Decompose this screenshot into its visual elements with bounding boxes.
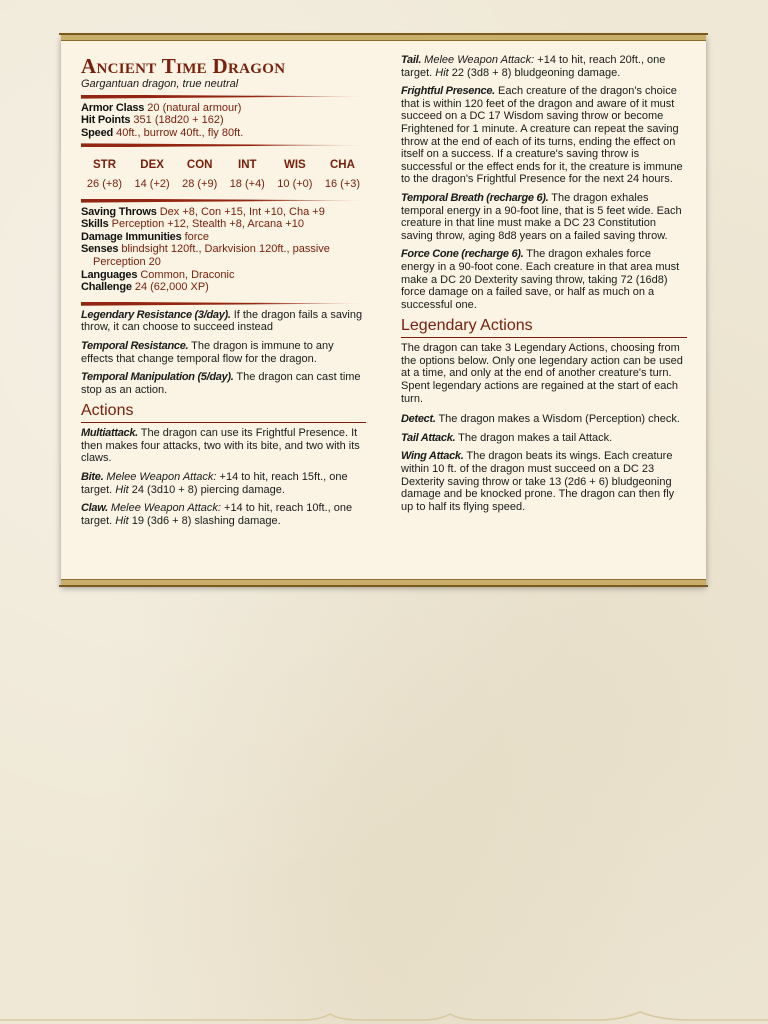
senses: Senses blindsight 120ft., Darkvision 120ft., passive Perception 20: [81, 243, 330, 268]
monster-subtitle: Gargantuan dragon, true neutral: [81, 78, 239, 90]
ability-dex: DEX 14 (+2): [134, 159, 170, 190]
languages: Languages Common, Draconic: [81, 268, 235, 281]
divider: [81, 143, 366, 147]
action-frightful-presence: Frightful Presence. Each creature of the dragon's choice that is within 120 feet of the dragon and aware of it must succeed on a DC 17 Wisdom saving throw or become Frightened for 1 minute. A creature can repeat the saving throw at the end of each of its turns, ending the effect on itself on a success. If a creature's saving throw is successful or the effect ends for it, the creature is immune to the dragon's Frightful Presence for the next 24 hours.: [401, 85, 683, 186]
action-force-cone: Force Cone (recharge 6). The dragon exhales force energy in a 90-foot cone. Each creature in that area must make a DC 20 Dexterity saving throw, taking 72 (16d8) force damage on a failed save, or half as much on a successful one.: [401, 248, 680, 311]
armor-class: Armor Class 20 (natural armour): [81, 101, 242, 114]
action-claw: Claw. Melee Weapon Attack: +14 to hit, reach 10ft., one target. Hit 19 (3d6 + 8) slashing damage.: [81, 502, 353, 527]
ability-wis: WIS 10 (+0): [277, 159, 313, 190]
legendary-tail-attack: Tail Attack. The dragon makes a tail Attack.: [401, 431, 613, 444]
damage-immunities: Damage Immunities force: [81, 230, 210, 243]
ability-scores: [81, 159, 366, 190]
legendary-intro: The dragon can take 3 Legendary Actions, choosing from the options below. Only one legendary action can be used at a time, and only at the end of another creature's turn. Spent legendary actions are regained at the start of each turn.: [401, 342, 683, 405]
action-multiattack: Multiattack. The dragon can use its Frightful Presence. It then makes four attacks, two with its bite, and two with its claws.: [81, 427, 360, 465]
ability-int: INT 18 (+4): [229, 159, 265, 190]
divider: [81, 199, 366, 203]
legendary-wing-attack: Wing Attack. The dragon beats its wings. Each creature within 10 ft. of the dragon must succeed on a DC 23 Dexterity saving throw or take 13 (2d6 + 6) bludgeoning damage and be knocked prone. The dragon can then fly up to half its flying speed.: [401, 450, 675, 513]
ability-con: CON 28 (+9): [182, 159, 218, 190]
page-border-ornament: [0, 1008, 768, 1024]
trait-legendary-resistance: Legendary Resistance (3/day). If the dragon fails a saving throw, it can choose to succeed instead: [81, 308, 363, 334]
legendary-actions-heading: Legendary Actions: [401, 317, 687, 338]
ability-str: STR 26 (+8): [86, 159, 123, 190]
trait-temporal-manipulation: Temporal Manipulation (5/day). The dragon can cast time stop as an action.: [81, 371, 361, 396]
speed: Speed 40ft., burrow 40ft., fly 80ft.: [81, 126, 244, 139]
actions-heading: Actions: [81, 402, 366, 423]
action-bite: Bite. Melee Weapon Attack: +14 to hit, reach 15ft., one target. Hit 24 (3d10 + 8) piercing damage.: [81, 471, 348, 496]
ability-cha: CHA 16 (+3): [324, 159, 361, 190]
skills: Skills Perception +12, Stealth +8, Arcana +10: [81, 218, 304, 231]
divider: [81, 302, 366, 306]
trait-temporal-resistance: Temporal Resistance. The dragon is immune to any effects that change temporal flow for the dragon.: [81, 339, 334, 365]
left-column: [81, 54, 366, 533]
saving-throws: Saving Throws Dex +8, Con +15, Int +10, Cha +9: [81, 205, 325, 218]
right-column: [401, 54, 687, 519]
action-temporal-breath: Temporal Breath (recharge 6). The dragon exhales temporal energy in a 90-foot line, that is 5 feet wide. Each creature in that line must make a DC 23 Constitution saving throw, aging 8d8 years on a failed saving throw.: [401, 191, 682, 242]
challenge: Challenge 24 (62,000 XP): [81, 281, 209, 294]
legendary-detect: Detect. The dragon makes a Wisdom (Perception) check.: [401, 413, 680, 426]
divider: [81, 95, 366, 99]
stat-block: [61, 35, 706, 585]
hit-points: Hit Points 351 (18d20 + 162): [81, 114, 224, 127]
monster-name: Ancient Time Dragon: [81, 54, 286, 78]
action-tail: Tail. Melee Weapon Attack: +14 to hit, reach 20ft., one target. Hit 22 (3d8 + 8) bludgeoning damage.: [401, 54, 666, 79]
